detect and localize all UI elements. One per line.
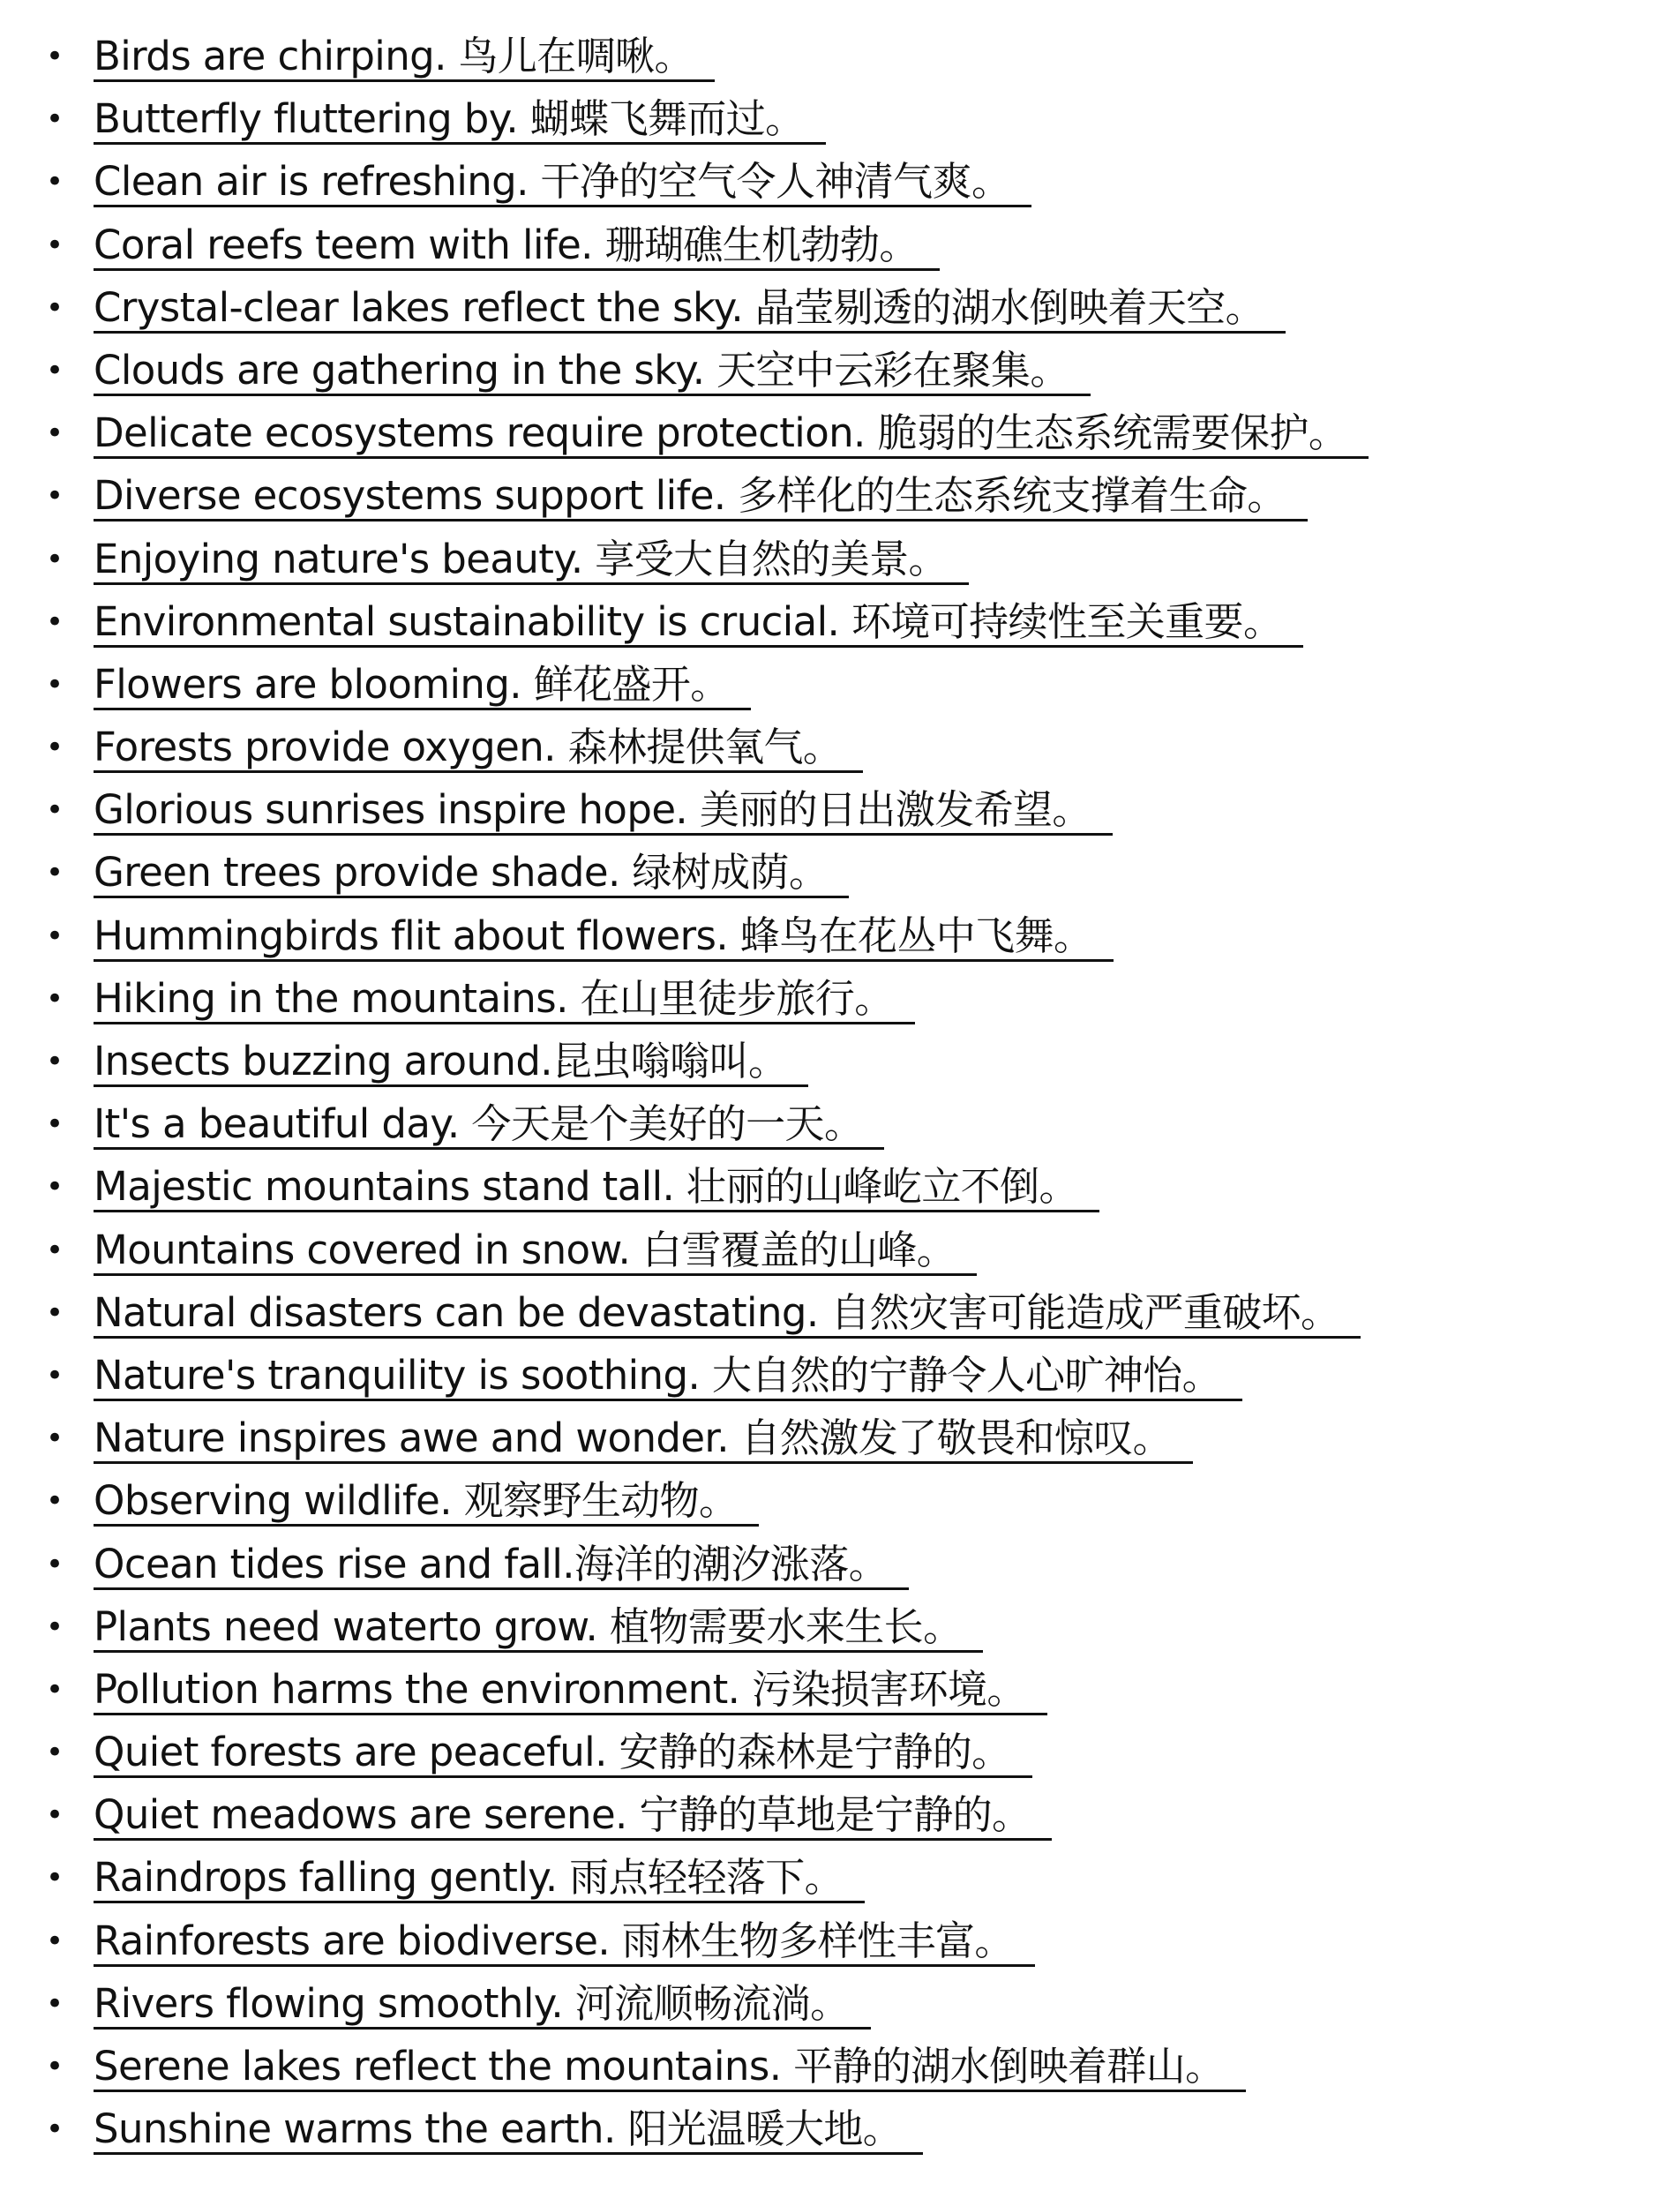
list-item [0, 285, 1680, 348]
bullet: • [46, 1797, 64, 1834]
item-text: Pollution harms the environment. 污染损害环境。 [94, 1667, 1047, 1715]
list-item [0, 222, 1680, 285]
item-text: Glorious sunrises inspire hope. 美丽的日出激发希望。 [94, 787, 1113, 836]
bullet: • [46, 101, 64, 138]
list-item [0, 1542, 1680, 1604]
item-text: Mountains covered in snow. 白雪覆盖的山峰。 [94, 1227, 977, 1276]
list-item [0, 1039, 1680, 1101]
item-text: Clean air is refreshing. 干净的空气令人神清气爽。 [94, 159, 1031, 207]
item-text: Observing wildlife. 观察野生动物。 [94, 1478, 759, 1527]
list-item [0, 724, 1680, 787]
list-item [0, 1101, 1680, 1164]
item-text: Environmental sustainability is crucial. 环境可持续性至关重要。 [94, 599, 1303, 648]
item-text: Forests provide oxygen. 森林提供氧气。 [94, 724, 863, 773]
bullet: • [46, 666, 64, 702]
list-item [0, 1792, 1680, 1855]
bullet: • [46, 1357, 64, 1393]
item-text: Rivers flowing smoothly. 河流顺畅流淌。 [94, 1981, 871, 2030]
list-item [0, 913, 1680, 976]
list-item [0, 348, 1680, 410]
item-text: Quiet meadows are serene. 宁静的草地是宁静的。 [94, 1792, 1052, 1841]
list-item [0, 473, 1680, 536]
list-item [0, 850, 1680, 912]
item-text: Nature inspires awe and wonder. 自然激发了敬畏和惊叹。 [94, 1415, 1193, 1464]
bullet: • [46, 730, 64, 766]
item-text: Hiking in the mountains. 在山里徒步旅行。 [94, 976, 915, 1024]
list-item [0, 96, 1680, 159]
item-text: Serene lakes reflect the mountains. 平静的湖水倒映着群山。 [94, 2044, 1246, 2092]
list-item [0, 1918, 1680, 1981]
bullet: • [46, 1923, 64, 1959]
list-item [0, 1290, 1680, 1353]
bullet: • [46, 855, 64, 891]
item-text: Quiet forests are peaceful. 安静的森林是宁静的。 [94, 1730, 1032, 1778]
bullet: • [46, 39, 64, 74]
bullet: • [46, 1107, 64, 1143]
bullet: • [46, 416, 64, 452]
item-text: Crystal-clear lakes reflect the sky. 晶莹剔透的湖水倒映着天空。 [94, 285, 1286, 334]
list-item [0, 1981, 1680, 2044]
item-text: Plants need waterto grow. 植物需要水来生长。 [94, 1604, 983, 1653]
item-text: Flowers are blooming. 鲜花盛开。 [94, 662, 751, 710]
list-item [0, 976, 1680, 1039]
bullet: • [46, 1169, 64, 1205]
list-item [0, 536, 1680, 599]
bullet: • [46, 289, 64, 326]
bullet: • [46, 1232, 64, 1268]
bullet: • [46, 1609, 64, 1645]
bullet: • [46, 227, 64, 263]
item-text: Insects buzzing around.昆虫嗡嗡叫。 [94, 1039, 808, 1087]
bullet: • [46, 1483, 64, 1519]
bullet: • [46, 478, 64, 514]
list-item [0, 1353, 1680, 1415]
list-item [0, 34, 1680, 96]
list-item [0, 1730, 1680, 1792]
item-text: Ocean tides rise and fall.海洋的潮汐涨落。 [94, 1542, 909, 1590]
list-item [0, 1478, 1680, 1541]
phrase-list [0, 34, 1680, 2169]
item-text: Diverse ecosystems support life. 多样化的生态系统支撑着生命。 [94, 473, 1308, 521]
item-text: Green trees provide shade. 绿树成荫。 [94, 850, 849, 898]
list-item [0, 1667, 1680, 1730]
bullet: • [46, 918, 64, 954]
bullet: • [46, 1294, 64, 1331]
item-text: Clouds are gathering in the sky. 天空中云彩在聚集。 [94, 348, 1091, 396]
list-item [0, 159, 1680, 221]
list-item [0, 410, 1680, 473]
item-text: Birds are chirping. 鸟儿在啁啾。 [94, 34, 715, 82]
bullet: • [46, 1546, 64, 1582]
bullet: • [46, 1860, 64, 1896]
bullet: • [46, 541, 64, 577]
bullet: • [46, 2049, 64, 2084]
item-text: Nature's tranquility is soothing. 大自然的宁静令人心旷神怡。 [94, 1353, 1242, 1401]
bullet: • [46, 1671, 64, 1707]
list-item [0, 2044, 1680, 2106]
list-item [0, 599, 1680, 662]
item-text: Hummingbirds flit about flowers. 蜂鸟在花丛中飞舞。 [94, 913, 1114, 962]
item-text: Delicate ecosystems require protection. 脆弱的生态系统需要保护。 [94, 410, 1369, 459]
bullet: • [46, 1044, 64, 1079]
list-item [0, 662, 1680, 724]
item-text: Majestic mountains stand tall. 壮丽的山峰屹立不倒。 [94, 1164, 1099, 1212]
item-text: Coral reefs teem with life. 珊瑚礁生机勃勃。 [94, 222, 940, 271]
list-item [0, 787, 1680, 850]
item-text: Enjoying nature's beauty. 享受大自然的美景。 [94, 536, 969, 585]
list-item [0, 1604, 1680, 1667]
bullet: • [46, 980, 64, 1017]
item-text: Natural disasters can be devastating. 自然灾害可能造成严重破坏。 [94, 1290, 1361, 1339]
item-text: Butterfly fluttering by. 蝴蝶飞舞而过。 [94, 96, 826, 145]
bullet: • [46, 164, 64, 200]
list-item [0, 2106, 1680, 2169]
bullet: • [46, 2112, 64, 2148]
item-text: It's a beautiful day. 今天是个美好的一天。 [94, 1101, 884, 1150]
list-item [0, 1855, 1680, 1917]
bullet: • [46, 1985, 64, 2022]
list-item [0, 1415, 1680, 1478]
bullet: • [46, 1735, 64, 1771]
item-text: Sunshine warms the earth. 阳光温暖大地。 [94, 2106, 923, 2155]
list-item [0, 1164, 1680, 1227]
bullet: • [46, 604, 64, 640]
item-text: Raindrops falling gently. 雨点轻轻落下。 [94, 1855, 865, 1903]
item-text: Rainforests are biodiverse. 雨林生物多样性丰富。 [94, 1918, 1035, 1967]
bullet: • [46, 1421, 64, 1457]
bullet: • [46, 352, 64, 388]
list-item [0, 1227, 1680, 1290]
bullet: • [46, 792, 64, 829]
